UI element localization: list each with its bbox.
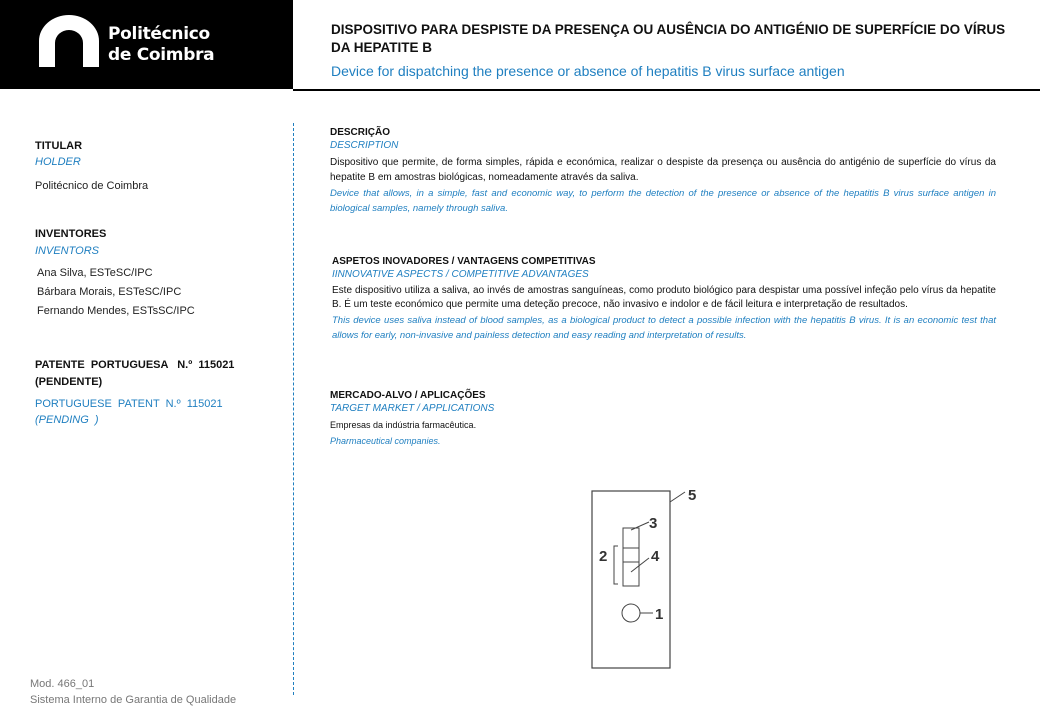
- holder-value: Politécnico de Coimbra: [35, 180, 149, 192]
- logo-line-1: Politécnico: [108, 24, 210, 44]
- description-heading-english: DESCRIPTION: [330, 140, 399, 151]
- column-divider: [293, 123, 294, 695]
- aspects-text-english: This device uses saliva instead of blood samples, as a biological product to detect a possible infection with the hepatitis B virus. It is an economic test that allows for early, non-invasive and painless detection and easy reading and interpretation of results.: [332, 315, 996, 341]
- patent-status: (PENDENTE): [35, 376, 103, 388]
- footer-quality-system: Sistema Interno de Garantia de Qualidade: [30, 694, 237, 706]
- logo-line-2: de Coimbra: [108, 45, 215, 65]
- inventor-name: Bárbara Morais, ESTeSC/IPC: [37, 286, 182, 298]
- market-section: [330, 390, 996, 449]
- figure-label-3: 3: [649, 515, 658, 532]
- leader-line: [631, 558, 649, 572]
- leader-line: [670, 492, 685, 502]
- market-text-english: Pharmaceutical companies.: [330, 436, 441, 446]
- patent-status-english: (PENDING ): [35, 414, 99, 426]
- inventors-label-english: INVENTORS: [35, 245, 99, 257]
- test-strip: [623, 528, 639, 586]
- market-text: Empresas da indústria farmacêutica.: [330, 420, 477, 430]
- patent-label: PATENTE PORTUGUESA N.º 115021: [35, 359, 235, 371]
- description-text: Dispositivo que permite, de forma simples, rápida e económica, realizar o despiste da presença ou ausência do antigénio de superfície do vírus da hepatite B em amostras biológicas, nomeadamente através da saliva.: [330, 157, 996, 183]
- inventor-name: Fernando Mendes, ESTsSC/IPC: [37, 305, 195, 317]
- footer-form-code: Mod. 466_01: [30, 678, 95, 690]
- description-text-english: Device that allows, in a simple, fast and economic way, to perform the detection of the presence or absence of the hepatitis B virus surface antigen in biological samples, namely through saliva.: [330, 188, 996, 214]
- logo-block: [0, 0, 293, 89]
- figure-label-2: 2: [599, 548, 608, 565]
- description-section: [330, 127, 996, 216]
- page-title: DISPOSITIVO PARA DESPISTE DA PRESENÇA OU AUSÊNCIA DO ANTIGÉNIO DE SUPERFÍCIE DO VÍRUS DA HEPATITE B: [331, 22, 1006, 55]
- inventor-name: Ana Silva, ESTeSC/IPC: [37, 267, 153, 279]
- figure-label-1: 1: [655, 606, 664, 623]
- aspects-section: [332, 256, 996, 343]
- aspects-heading: ASPETOS INOVADORES / VANTAGENS COMPETITIVAS: [332, 256, 596, 267]
- description-heading: DESCRIÇÃO: [330, 127, 391, 138]
- device-body: [592, 491, 670, 668]
- aspects-heading-english: IINNOVATIVE ASPECTS / COMPETITIVE ADVANTAGES: [332, 269, 589, 280]
- patent-label-english-text: PORTUGUESE PATENT N.º 115021: [35, 398, 223, 410]
- figure-label-4: 4: [651, 548, 660, 565]
- aspects-text: Este dispositivo utiliza a saliva, ao invés de amostras sanguíneas, como produto biológico para despistar uma possível infeção pelo vírus da hepatite B. É um teste económico que permite uma deteção precoce, não invasivo e indolor e de fácil leitura e interpretação de resultados.: [332, 285, 996, 310]
- bracket-shape: [614, 546, 618, 584]
- patent-label-english: [35, 398, 223, 410]
- market-heading-english: TARGET MARKET / APPLICATIONS: [330, 403, 495, 414]
- device-diagram: [585, 482, 710, 674]
- market-heading: MERCADO-ALVO / APLICAÇÕES: [330, 390, 486, 401]
- page-title-english: Device for dispatching the presence or absence of hepatitis B virus surface antigen: [331, 63, 845, 79]
- header-divider: [293, 89, 1040, 91]
- leader-line: [631, 522, 649, 530]
- sample-well: [622, 604, 640, 622]
- figure-label-5: 5: [688, 487, 697, 504]
- logo-text: [108, 24, 214, 66]
- holder-label: TITULAR: [35, 140, 83, 152]
- inventors-label: INVENTORES: [35, 228, 107, 240]
- holder-label-english: HOLDER: [35, 156, 81, 168]
- header: [293, 0, 1040, 89]
- logo-arch-icon: [39, 15, 99, 67]
